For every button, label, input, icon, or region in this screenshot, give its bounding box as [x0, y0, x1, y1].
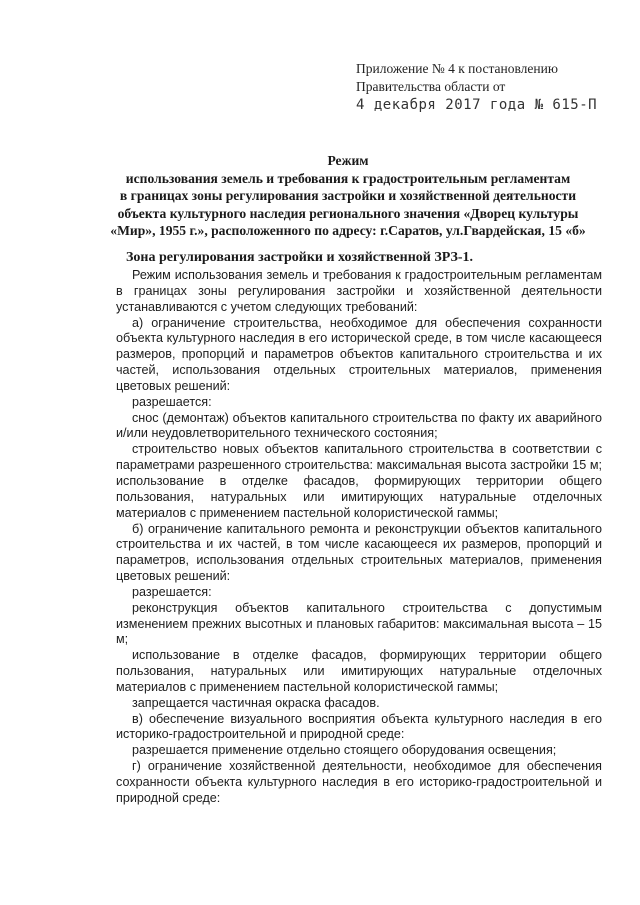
paragraph: строительство новых объектов капитального строительства в соответствии с параметрами разрешенного строительства: максимальная высота застройки 15 м; использование в отделке фасадов, формирующих территории общего пользования, натуральных или имитирующих натуральные отделочных материалов с применением пастельной колористической гаммы;	[116, 442, 602, 520]
body-text	[116, 268, 602, 807]
paragraph: разрешается:	[132, 394, 212, 409]
paragraph: запрещается частичная окраска фасадов.	[132, 695, 380, 710]
paragraph: снос (демонтаж) объектов капитального строительства по факту их аварийного и/или неудовлетворительного технического состояния;	[116, 410, 602, 441]
zone-title: Зона регулирования застройки и хозяйственной ЗРЗ-1.	[126, 250, 473, 265]
paragraph: реконструкция объектов капитального строительства с допустимым изменением прежних высотных и плановых габаритов: максимальная высота – 15 м;	[116, 600, 602, 647]
paragraph: использование в отделке фасадов, формирующих территории общего пользования, натуральных или имитирующих натуральные отделочных материалов с применением пастельной колористической гаммы;	[116, 648, 602, 694]
appendix-header	[356, 60, 626, 114]
title-heading: Режим	[327, 153, 369, 168]
paragraph: б) ограничение капитального ремонта и реконструкции объектов капитального строительства и их частей, в том числе касающееся их размеров, пропорций и параметров, использования отдельных строительных материалов, применения цветовых решений:	[116, 521, 602, 584]
paragraph: г) ограничение хозяйственной деятельности, необходимое для обеспечения сохранности объекта культурного наследия в его историко-градостроительной и природной среде:	[116, 759, 602, 805]
appendix-line-2: Правительства области от	[356, 79, 506, 94]
paragraph: Режим использования земель и требования к градостроительным регламентам в границах зоны регулирования застройки и хозяйственной деятельности устанавливаются с учетом следующих требований:	[116, 268, 602, 314]
title-line-2: в границах зоны регулирования застройки и хозяйственной деятельности	[119, 188, 577, 203]
title-line-4: «Мир», 1955 г.», расположенного по адресу: г.Саратов, ул.Гвардейская, 15 «б»	[110, 223, 586, 238]
paragraph: разрешается:	[132, 584, 212, 599]
paragraph: разрешается применение отдельно стоящего оборудования освещения;	[132, 743, 557, 758]
paragraph: а) ограничение строительства, необходимое для обеспечения сохранности объекта культурного наследия в его исторической среде, в том числе касающееся размеров, пропорций и параметров объектов капитального строительства и их частей, использования отдельных строительных материалов, применения цветовых решений:	[116, 315, 602, 393]
appendix-line-1: Приложение № 4 к постановлению	[356, 61, 558, 76]
paragraph: в) обеспечение визуального восприятия объекта культурного наследия в его историко-градостроительной и природной среде:	[116, 711, 602, 742]
title-line-1: использования земель и требования к градостроительным регламентам	[125, 170, 571, 186]
title-line-3: объекта культурного наследия регионального значения «Дворец культуры	[117, 205, 579, 221]
appendix-date-stamp: 4 декабря 2017 года № 615-П	[356, 97, 598, 113]
document-title	[88, 152, 608, 240]
